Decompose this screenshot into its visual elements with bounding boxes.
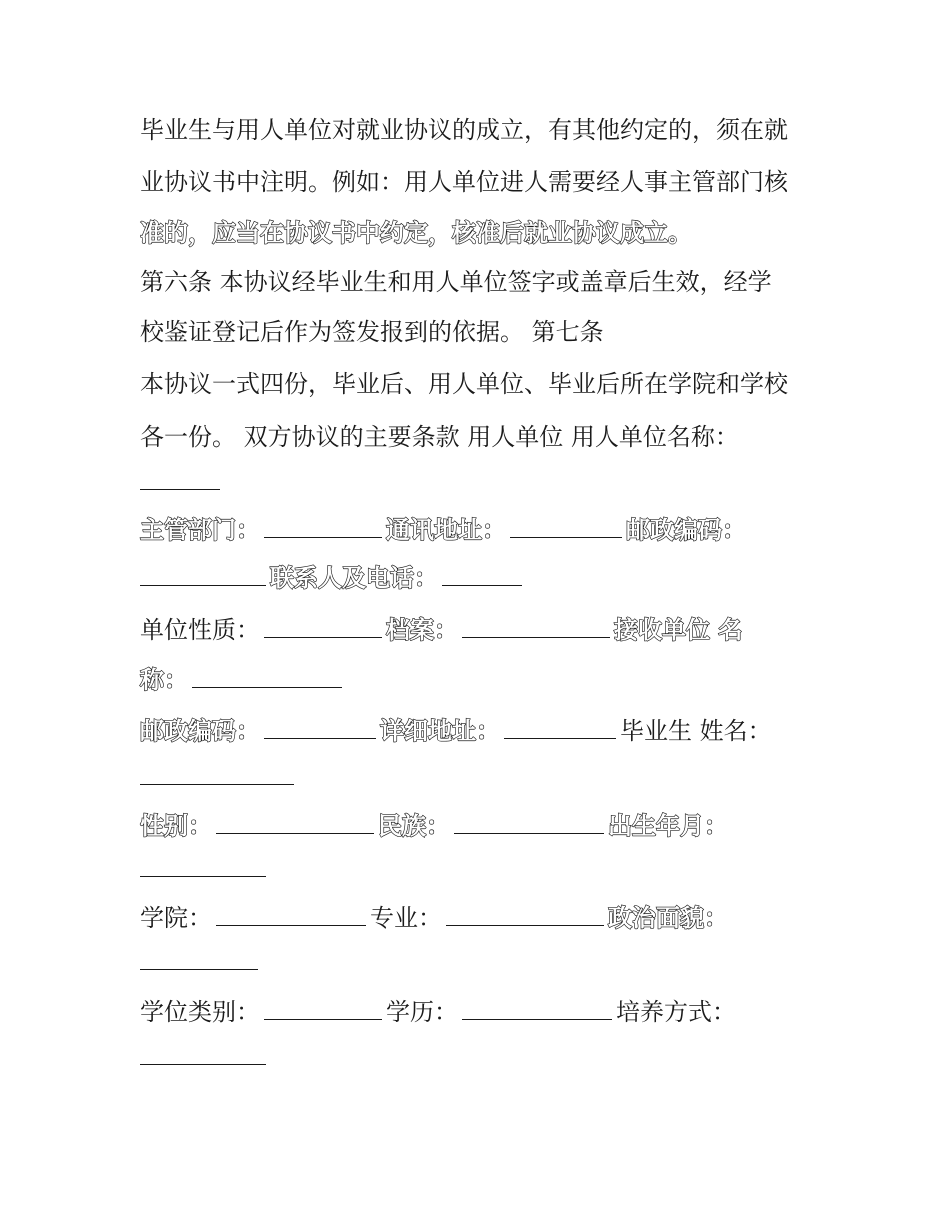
graduate-name-row [140,757,298,797]
education-blank[interactable] [462,993,612,1020]
dept-label: 主管部门： [140,515,260,544]
training-blank[interactable] [140,1038,266,1065]
major-label: 专业： [370,904,442,932]
graduate-row-2 [140,898,728,938]
article-7-line-2: 各一份。 双方协议的主要条款 用人单位 用人单位名称： [140,423,739,451]
nature-blank[interactable] [264,611,382,638]
training-row [140,1037,270,1077]
postcode-blank[interactable] [140,559,266,586]
training-label: 培养方式： [616,998,736,1026]
degree-type-blank[interactable] [264,993,382,1020]
receiving-name-label-cont: 称： [140,665,188,694]
contact-blank[interactable] [442,559,522,586]
address-label: 通讯地址： [386,515,506,544]
birth-label: 出生年月： [608,811,728,840]
archive-blank[interactable] [462,611,610,638]
dept-blank[interactable] [264,511,382,538]
article-6-line-2: 校鉴证登记后作为签发报到的依据。 第七条 [140,318,604,346]
detail-address-blank[interactable] [504,712,616,739]
birth-blank[interactable] [140,850,266,877]
nature-label: 单位性质： [140,616,260,644]
employer-row-5 [140,711,772,751]
address-blank[interactable] [510,511,622,538]
employer-row-2 [140,558,526,598]
receiving-name-blank[interactable] [192,661,342,688]
article-7-line-1: 本协议一式四份，毕业后、用人单位、毕业后所在学院和学校 [140,370,788,398]
receiving-postcode-blank[interactable] [264,712,376,739]
graduate-row-1 [140,806,728,846]
political-label: 政治面貌： [608,903,728,932]
political-blank[interactable] [140,943,258,970]
employer-name-row [140,462,224,502]
college-label: 学院： [140,904,212,932]
postcode-label: 邮政编码： [626,515,746,544]
paragraph-line-1: 毕业生与用人单位对就业协议的成立，有其他约定的，须在就 [140,116,788,144]
gender-blank[interactable] [216,807,374,834]
college-blank[interactable] [216,899,366,926]
article-6-line-1: 第六条 本协议经毕业生和用人单位签字或盖章后生效，经学 [140,268,772,296]
employer-name-blank[interactable] [140,463,220,490]
contact-label: 联系人及电话： [270,563,438,592]
paragraph-line-2: 业协议书中注明。例如：用人单位进人需要经人事主管部门核 [140,168,788,196]
ethnicity-label: 民族： [378,811,450,840]
receiving-name-label: 接收单位 名 [614,615,743,644]
political-row [140,942,262,982]
graduate-name-label: 毕业生 姓名： [620,717,772,745]
receiving-postcode-label: 邮政编码： [140,716,260,745]
birth-row [140,849,270,889]
graduate-row-3 [140,992,736,1032]
gender-label: 性别： [140,811,212,840]
graduate-name-blank[interactable] [140,758,294,785]
education-label: 学历： [386,998,458,1026]
paragraph-line-3: 准的，应当在协议书中约定，核准后就业协议成立。 [140,218,692,247]
ethnicity-blank[interactable] [454,807,604,834]
employer-row-1 [140,510,746,550]
major-blank[interactable] [446,899,604,926]
employer-row-3 [140,610,742,650]
degree-type-label: 学位类别： [140,998,260,1026]
archive-label: 档案： [386,615,458,644]
employer-row-4 [140,660,346,700]
detail-address-label: 详细地址： [380,716,500,745]
